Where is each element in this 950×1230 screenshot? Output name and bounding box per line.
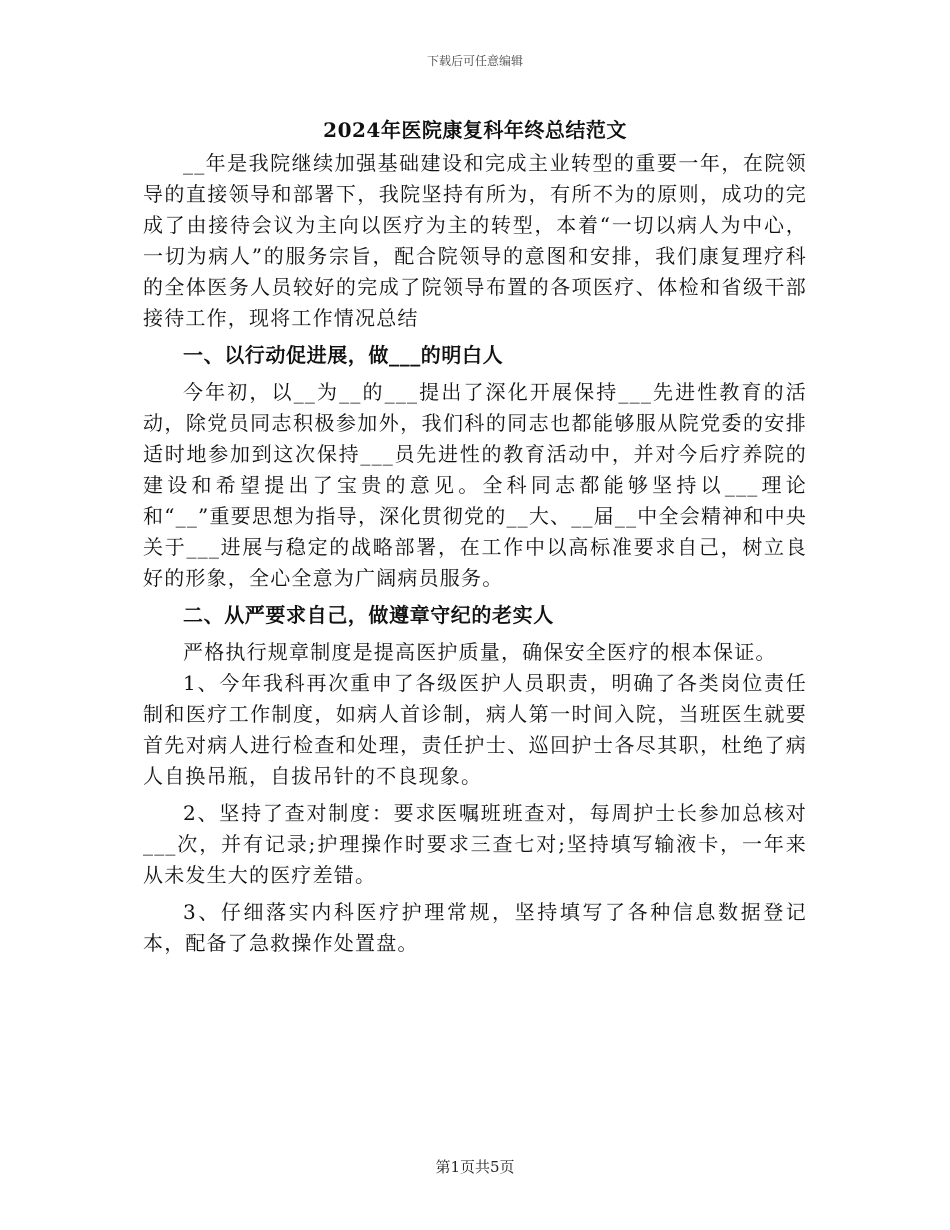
section-heading-1: 一、以行动促进展，做___的明白人 [183,343,504,367]
paragraph-intro: __年是我院继续加强基础建设和完成主业转型的重要一年，在院领导的直接领导和部署下，我院坚持有所为，有所不为的原则，成功的完成了由接待会议为主向以医疗为主的转型，本着“一切以病人为中心，一切为病人”的服务宗旨，配合院领导的意图和安排，我们康复理疗科的全体医务人员较好的完成了院领导布置的各项医疗、体检和省级干部接待工作，现将工作情况总结 [143,151,807,330]
page-number: 第1页共5页 [435,1158,515,1176]
section-heading-2: 二、从严要求自己，做遵章守纪的老实人 [183,603,554,627]
paragraph-item-1: 1、今年我科再次重申了各级医护人员职责，明确了各类岗位责任制和医疗工作制度，如病人首诊制，病人第一时间入院，当班医生就要首先对病人进行检查和处理，责任护士、巡回护士各尽其职，杜绝了病人自换吊瓶，自拔吊针的不良现象。 [143,671,807,788]
document-body [143,148,807,959]
paragraph-rules-intro: 严格执行规章制度是提高医护质量，确保安全医疗的根本保证。 [183,640,777,664]
paragraph-item-3: 3、仔细落实内科医疗护理常规，坚持填写了各种信息数据登记本，配备了急救操作处置盘。 [143,900,807,955]
document-title: 2024年医院康复科年终总结范文 [323,118,627,142]
paragraph-section-1: 今年初，以__为__的___提出了深化开展保持___先进性教育的活动，除党员同志积极参加外，我们科的同志也都能够服从院党委的安排适时地参加到这次保持___员先进性的教育活动中，并对今后疗养院的建设和希望提出了宝贵的意见。全科同志都能够坚持以___理论和“__”重要思想为指导，深化贯彻党的__大、__届__中全会精神和中央关于___进展与稳定的战略部署，在工作中以高标准要求自己，树立良好的形象，全心全意为广阔病员服务。 [143,380,807,590]
paragraph-item-2: 2、坚持了查对制度：要求医嘱班班查对，每周护士长参加总核对___次，并有记录;护理操作时要求三查七对;坚持填写输液卡，一年来从未发生大的医疗差错。 [143,801,807,887]
page-header-note: 下载后可任意编辑 [426,54,523,68]
